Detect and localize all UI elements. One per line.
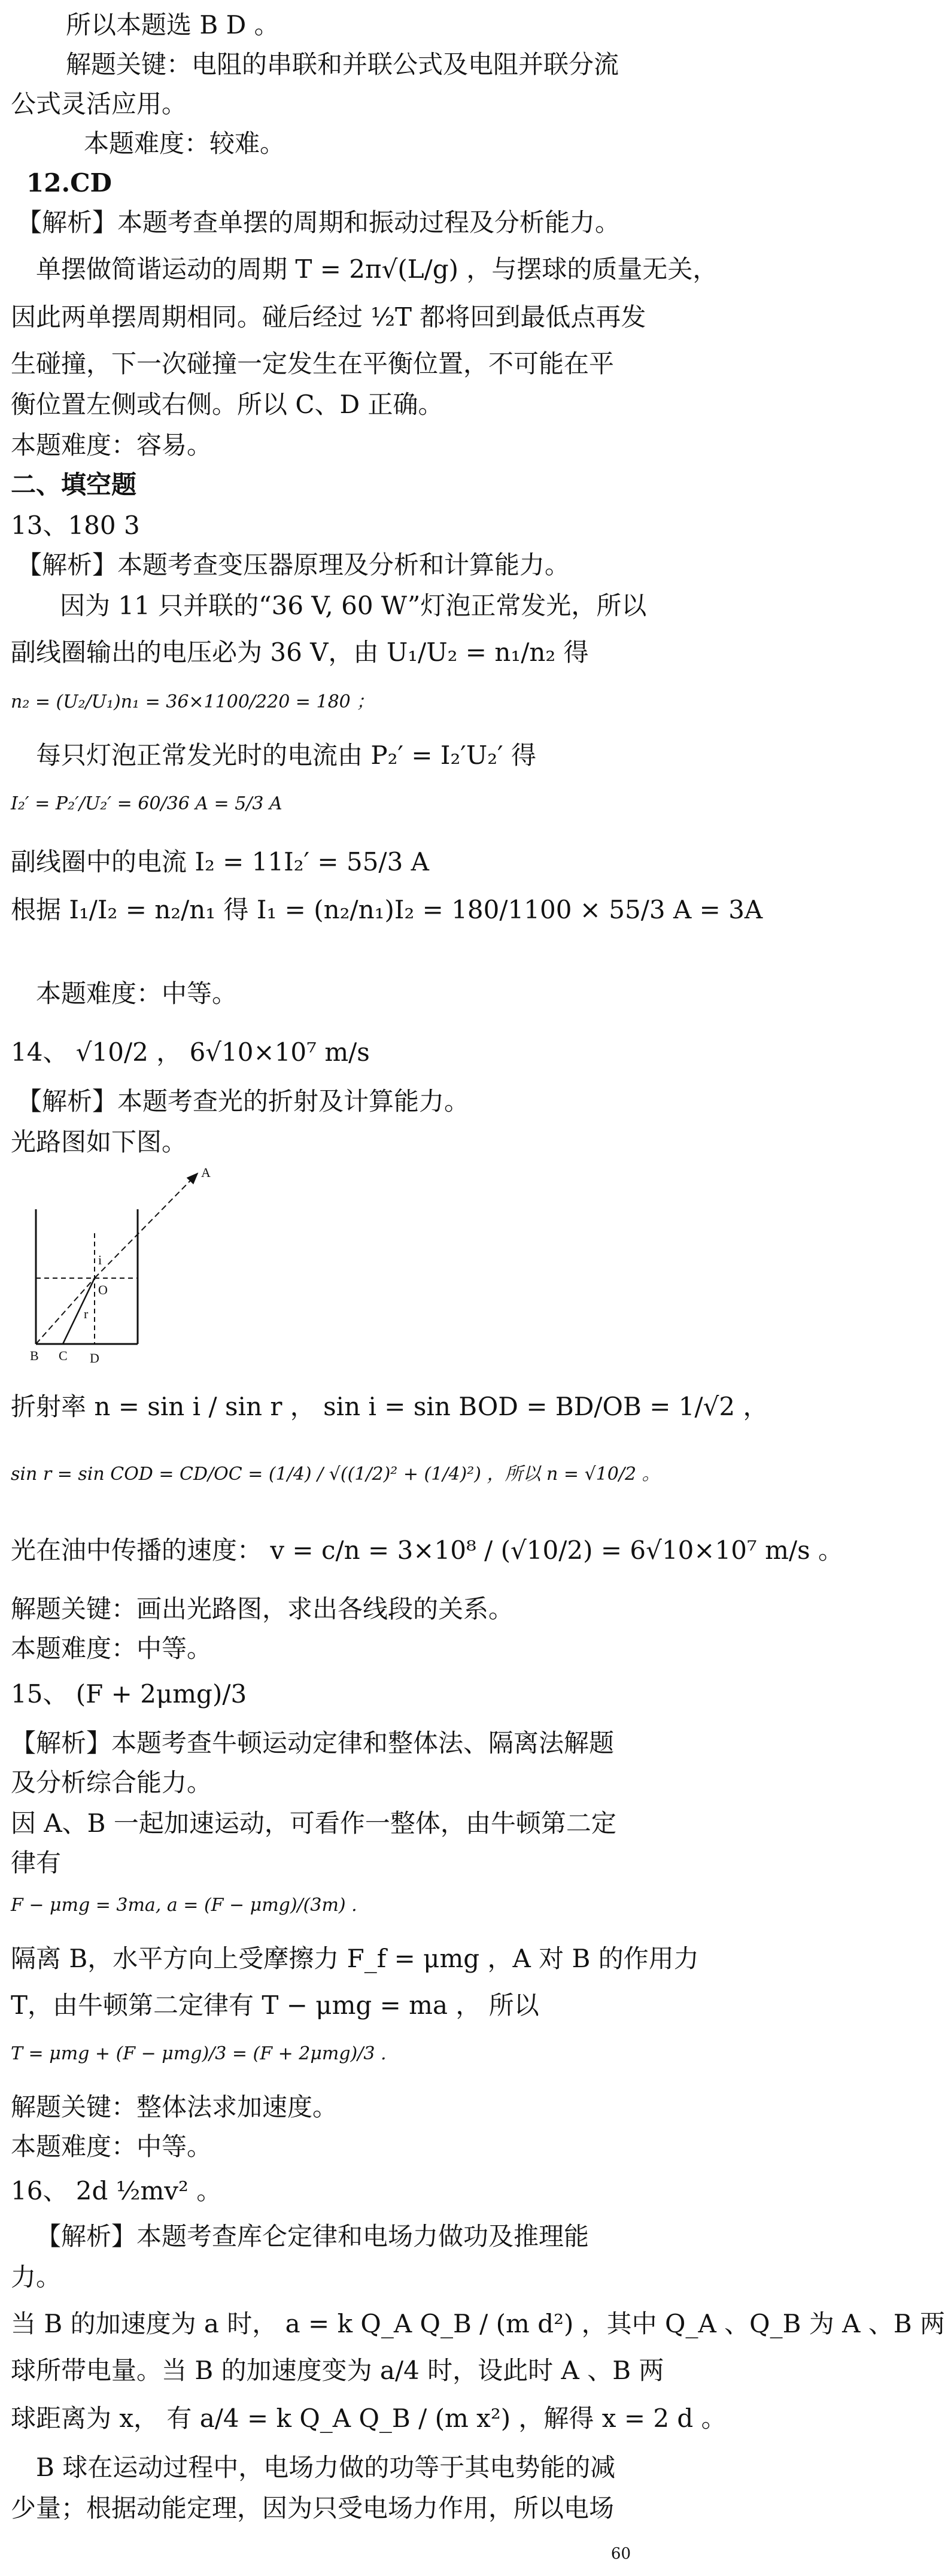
label-b: B [30, 1348, 39, 1363]
question-number: 13、180 3 [11, 511, 140, 540]
text-line: 根据 I₁/I₂ = n₂/n₁ 得 I₁ = (n₂/n₁)I₂ = 180/1100 × 55/3 A = 3A [11, 895, 763, 924]
text-line: 衡位置左侧或右侧。所以 C、D 正确。 [11, 390, 443, 419]
text-line: 当 B 的加速度为 a 时， a = k Q_A Q_B / (m d²) ，其中 Q_A 、Q_B 为 A 、B 两 [11, 2309, 945, 2338]
text-line: 隔离 B，水平方向上受摩擦力 F_f = μmg ，A 对 B 的作用力 [11, 1944, 699, 1973]
label-c: C [59, 1348, 68, 1363]
text-line: 律有 [11, 1848, 62, 1877]
text-line: 少量；根据动能定理，因为只受电场力作用，所以电场 [11, 2493, 615, 2523]
text-line: 副线圈中的电流 I₂ = 11I₂′ = 55/3 A [11, 847, 429, 876]
formula-line: n₂ = (U₂/U₁)n₁ = 36×1100/220 = 180 ； [11, 691, 375, 712]
text-line: 本题难度：较难。 [84, 129, 285, 158]
text-line: 解题关键：电阻的串联和并联公式及电阻并联分流 [66, 50, 619, 79]
label-o: O [98, 1282, 108, 1297]
text-line: 每只灯泡正常发光时的电流由 P₂′ = I₂′U₂′ 得 [36, 741, 536, 770]
text-line: 力。 [11, 2262, 62, 2292]
text-line: 解题关键：画出光路图，求出各线段的关系。 [11, 1594, 514, 1624]
formula-line: F − μmg = 3ma, a = (F − μmg)/(3m) . [11, 1895, 357, 1916]
text-line: 公式灵活应用。 [11, 89, 187, 119]
section-heading: 二、填空题 [11, 470, 137, 499]
text-line: 及分析综合能力。 [11, 1768, 212, 1797]
label-r: r [84, 1306, 89, 1321]
question-number: 16、 2d ½mv² 。 [11, 2176, 222, 2205]
text-line: T，由牛顿第二定律有 T − μmg = ma ， 所以 [11, 1991, 539, 2020]
optical-path-diagram [18, 1161, 269, 1371]
page-number: 60 [610, 2545, 631, 2563]
text-line: B 球在运动过程中，电场力做的功等于其电势能的减 [36, 2453, 616, 2482]
label-d: D [90, 1351, 99, 1366]
text-line: 【解析】本题考查单摆的周期和振动过程及分析能力。 [17, 208, 621, 237]
text-line: 本题难度：容易。 [11, 430, 212, 460]
text-line: 折射率 n = sin i / sin r ， sin i = sin BOD = BD/OB = 1/√2 ， [11, 1392, 768, 1421]
question-number: 12.CD [26, 168, 112, 198]
text-line: 光路图如下图。 [11, 1127, 187, 1157]
label-i: i [98, 1252, 102, 1267]
text-line: 生碰撞，下一次碰撞一定发生在平衡位置，不可能在平 [11, 349, 615, 378]
text-line: 本题难度：中等。 [36, 979, 238, 1008]
text-line: 【解析】本题考查变压器原理及分析和计算能力。 [17, 550, 570, 579]
text-line: 【解析】本题考查库仑定律和电场力做功及推理能 [36, 2222, 590, 2251]
text-line: 本题难度：中等。 [11, 2132, 212, 2161]
text-line: 副线圈输出的电压必为 36 V，由 U₁/U₂ = n₁/n₂ 得 [11, 638, 589, 667]
text-line: 【解析】本题考查光的折射及计算能力。 [17, 1087, 470, 1116]
ray-from-c [63, 1278, 95, 1344]
formula-line: I₂′ = P₂′/U₂′ = 60/36 A = 5/3 A [11, 793, 282, 814]
formula-line: sin r = sin COD = CD/OC = (1/4) / √((1/2)² + (1/4)²) ，所以 n = √10/2 。 [11, 1464, 660, 1485]
question-number: 15、 (F + 2μmg)/3 [11, 1679, 247, 1709]
text-line: 因 A、B 一起加速运动，可看作一整体，由牛顿第二定 [11, 1809, 616, 1838]
text-line: 因此两单摆周期相同。碰后经过 ½T 都将回到最低点再发 [11, 302, 646, 332]
text-line: 因为 11 只并联的“36 V, 60 W”灯泡正常发光，所以 [60, 591, 647, 620]
text-line: 光在油中传播的速度： v = c/n = 3×10⁸ / (√10/2) = 6√10×10⁷ m/s 。 [11, 1536, 844, 1565]
text-line: 所以本题选 B D 。 [66, 10, 279, 40]
text-line: 球所带电量。当 B 的加速度变为 a/4 时，设此时 A 、B 两 [11, 2356, 664, 2385]
text-line: 【解析】本题考查牛顿运动定律和整体法、隔离法解题 [11, 1728, 615, 1758]
formula-line: T = μmg + (F − μmg)/3 = (F + 2μmg)/3 . [11, 2043, 387, 2064]
text-line: 球距离为 x， 有 a/4 = k Q_A Q_B / (m x²) ，解得 x = 2 d 。 [11, 2404, 727, 2433]
text-line: 本题难度：中等。 [11, 1634, 212, 1663]
text-line: 解题关键：整体法求加速度。 [11, 2092, 338, 2122]
ray-to-a [95, 1173, 197, 1278]
label-a: A [201, 1165, 211, 1180]
question-number: 14、 √10/2 ， 6√10×10⁷ m/s [11, 1037, 370, 1067]
text-line: 单摆做简谐运动的周期 T = 2π√(L/g) ，与摆球的质量无关， [36, 254, 718, 284]
